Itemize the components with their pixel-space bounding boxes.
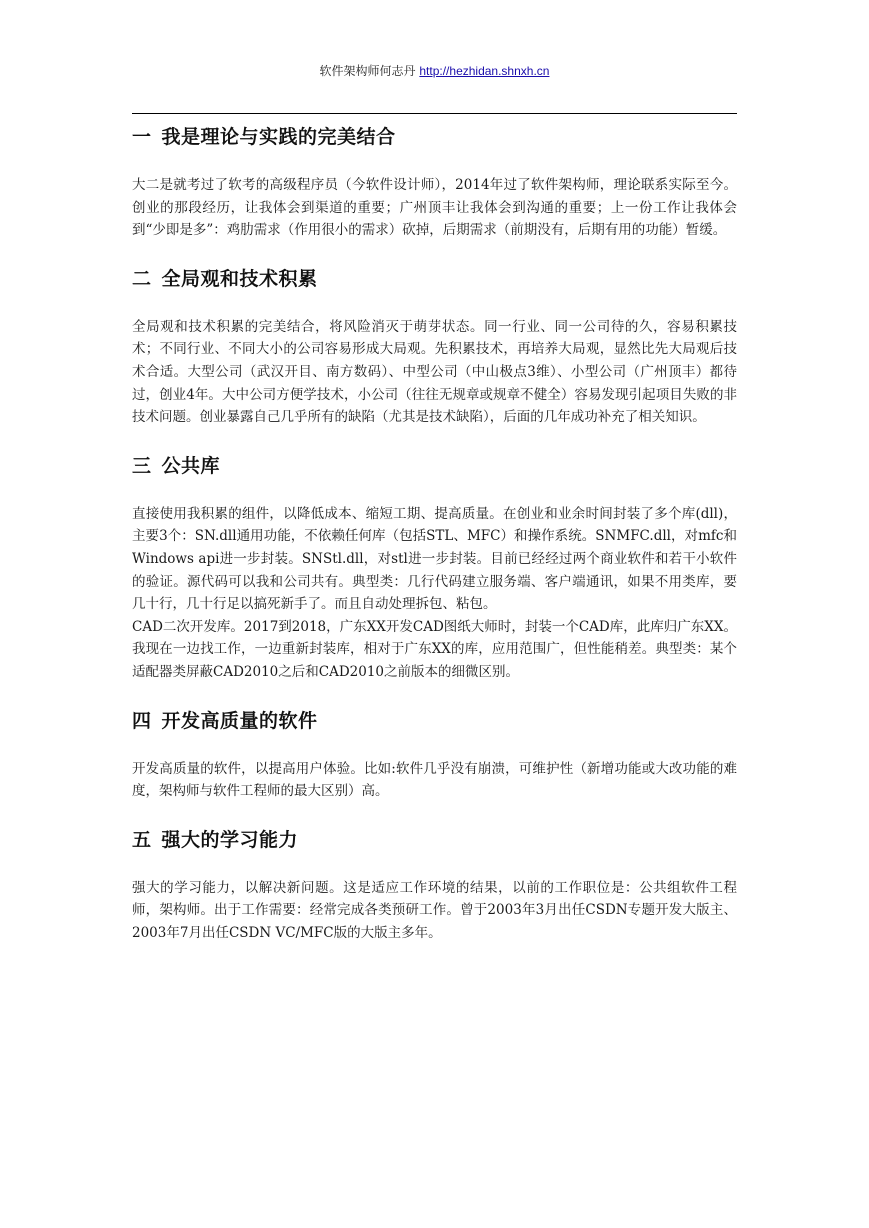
section-title: 全局观和技术积累 [161,267,318,290]
section-heading [132,706,737,736]
section-4 [132,706,737,803]
header-divider [132,113,737,114]
document-body [132,122,737,944]
section-title: 公共库 [161,454,221,477]
section-5 [132,825,737,945]
section-number: 五 [132,828,152,851]
section-title: 强大的学习能力 [161,828,299,851]
section-number: 一 [132,126,152,148]
section-3 [132,451,737,684]
section-2 [132,264,737,429]
header-author: 软件架构师何志丹 [319,64,416,78]
section-heading [132,825,737,855]
section-heading [132,451,737,481]
section-number: 二 [132,267,152,290]
section-title: 开发高质量的软件 [161,709,318,732]
section-title: 我是理论与实践的完美结合 [161,126,396,148]
section-paragraph: CAD二次开发库。2017到2018，广东XX开发CAD图纸大师时，封装一个CAD库，此库归广东XX。我现在一边找工作，一边重新封装库，相对于广东XX的库，应用范围广，但性能稍差。典型类：某个适配器类屏蔽CAD2010之后和CAD2010之前版本的细微区别。 [132,618,737,680]
section-heading [132,264,737,294]
section-paragraph: 开发高质量的软件，以提高用户体验。比如:软件几乎没有崩溃，可维护性（新增功能或大改功能的难度，架构师与软件工程师的最大区别）高。 [132,760,737,800]
section-heading [132,122,737,152]
section-1 [132,122,737,242]
section-paragraph: 全局观和技术积累的完美结合，将风险消灭于萌芽状态。同一行业、同一公司待的久，容易积累技术；不同行业、不同大小的公司容易形成大局观。先积累技术，再培养大局观，显然比先大局观后技术合适。大型公司（武汉开目、南方数码）、中型公司（中山极点3维）、小型公司（广州顶丰）都待过，创业4年。大中公司方便学技术，小公司（往往无规章或规章不健全）容易发现引起项目失败的非技术问题。创业暴露自己几乎所有的缺陷（尤其是技术缺陷），后面的几年成功补充了相关知识。 [132,318,737,426]
section-paragraph: 大二是就考过了软考的高级程序员（今软件设计师），2014年过了软件架构师，理论联系实际至今。创业的那段经历，让我体会到渠道的重要；广州顶丰让我体会到沟通的重要；上一份工作让我体会到“少即是多”：鸡肋需求（作用很小的需求）砍掉，后期需求（前期没有，后期有用的功能）暂缓。 [132,177,737,239]
section-paragraph: 直接使用我积累的组件，以降低成本、缩短工期、提高质量。在创业和业余时间封装了多个库(dll)，主要3个：SN.dll通用功能，不依赖任何库（包括STL、MFC）和操作系统。SNMFC.dll，对mfc和Windows api进一步封装。SNStl.dll，对stl进一步封装。目前已经经过两个商业软件和若干小软件的验证。源代码可以我和公司共有。典型类：几行代码建立服务端、客户端通讯，如果不用类库，要几十行，几十行足以搞死新手了。而且自动处理拆包、粘包。 [132,505,737,613]
page-header [0,63,869,79]
section-number: 三 [132,454,152,477]
header-link[interactable]: http://hezhidan.shnxh.cn [419,64,550,78]
section-number: 四 [132,709,152,732]
section-paragraph: 强大的学习能力，以解决新问题。这是适应工作环境的结果，以前的工作职位是：公共组软件工程师，架构师。出于工作需要：经常完成各类预研工作。曾于2003年3月出任CSDN专题开发大版主、2003年7月出任CSDN VC/MFC版的大版主多年。 [132,879,737,941]
